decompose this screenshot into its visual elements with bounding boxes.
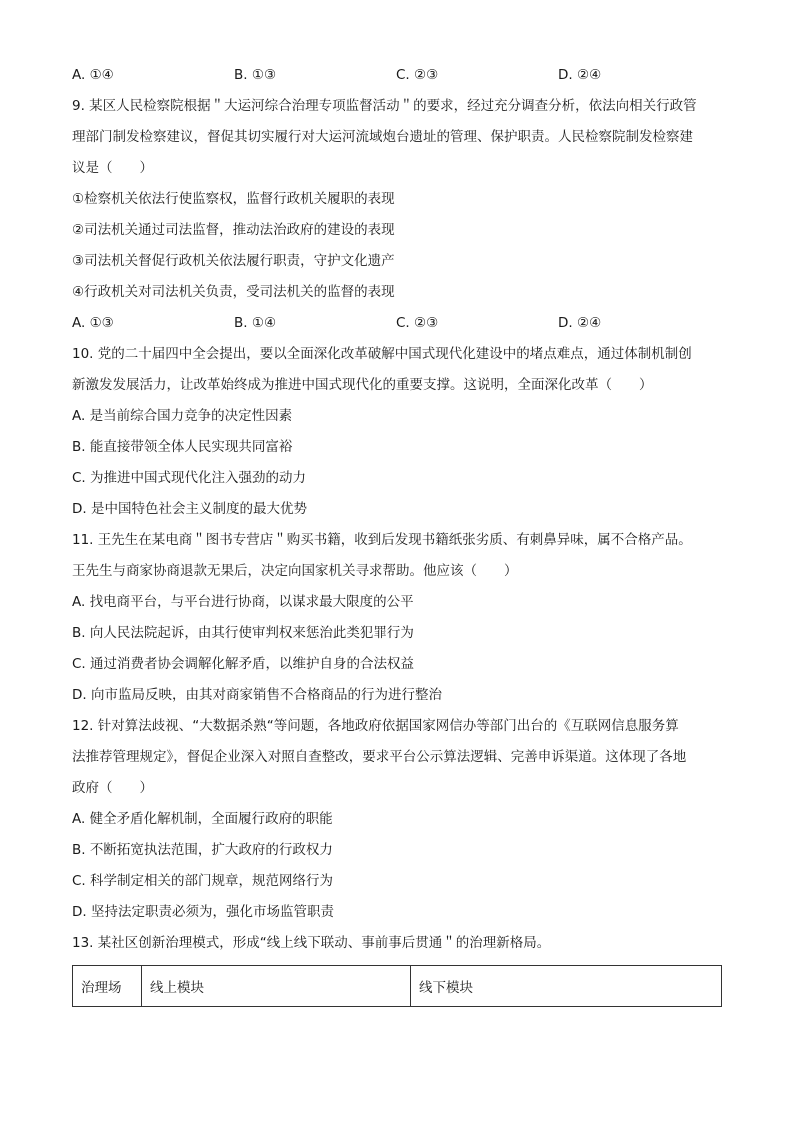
q13-header-online: 线上模块 <box>142 966 411 1007</box>
q10-option-c: C. 为推进中国式现代化注入强劲的动力 <box>72 470 307 486</box>
q12-stem-line1: 12. 针对算法歧视、“大数据杀熟“等问题，各地政府依据国家网信办等部门出台的《互联网信息服务算 <box>72 718 679 734</box>
q9-option-d: D. ②④ <box>558 315 602 331</box>
q12-option-a: A. 健全矛盾化解机制，全面履行政府的职能 <box>72 811 333 827</box>
q10-option-b: B. 能直接带领全体人民实现共同富裕 <box>72 439 293 455</box>
q12-option-d: D. 坚持法定职责必须为，强化市场监管职责 <box>72 904 334 920</box>
q9-option-b: B. ①④ <box>234 315 277 331</box>
q11-option-d: D. 向市监局反映，由其对商家销售不合格商品的行为进行整治 <box>72 687 442 703</box>
q8-options <box>72 62 722 93</box>
q13-header-offline: 线下模块 <box>411 966 722 1007</box>
q10-option-a: A. 是当前综合国力竞争的决定性因素 <box>72 408 293 424</box>
q9-stem-line3: 议是（ ） <box>72 160 153 176</box>
q8-option-c: C. ②③ <box>396 67 439 83</box>
q10-stem-line1: 10. 党的二十届四中全会提出，要以全面深化改革破解中国式现代化建设中的堵点难点，通过体制机制创 <box>72 346 692 362</box>
q9-option-a: A. ①③ <box>72 315 114 331</box>
q9-stem-line2: 理部门制发检察建议，督促其切实履行对大运河流域炮台遗址的管理、保护职责。人民检察院制发检察建 <box>72 129 693 145</box>
q8-option-b: B. ①③ <box>234 67 277 83</box>
q11-option-a: A. 找电商平台，与平台进行协商，以谋求最大限度的公平 <box>72 594 414 610</box>
q11-stem-line1: 11. 王先生在某电商＂图书专营店＂购买书籍，收到后发现书籍纸张劣质、有刺鼻异味，属不合格产品。 <box>72 532 692 548</box>
q9-statement-3: ③司法机关督促行政机关依法履行职责，守护文化遗产 <box>72 253 395 269</box>
q12-stem-line2: 法推荐管理规定》，督促企业深入对照自查整改，要求平台公示算法逻辑、完善申诉渠道。这体现了各地 <box>72 749 687 765</box>
q12-stem-line3: 政府（ ） <box>72 780 153 796</box>
q9-stem-line1: 9. 某区人民检察院根据＂大运河综合治理专项监督活动＂的要求，经过充分调查分析，依法向相关行政管 <box>72 98 697 114</box>
exam-page <box>72 62 722 961</box>
q13-stem: 13. 某社区创新治理模式，形成“线上线下联动、事前事后贯通＂的治理新格局。 <box>72 935 551 951</box>
q8-option-d: D. ②④ <box>558 67 602 83</box>
q10-stem-line2: 新激发发展活力，让改革始终成为推进中国式现代化的重要支撑。这说明，全面深化改革（ ） <box>72 377 653 393</box>
q9-statement-2: ②司法机关通过司法监督，推动法治政府的建设的表现 <box>72 222 395 238</box>
q11-option-c: C. 通过消费者协会调解化解矛盾，以维护自身的合法权益 <box>72 656 415 672</box>
q13-header-scene: 治理场 <box>73 966 142 1007</box>
q12-option-c: C. 科学制定相关的部门规章，规范网络行为 <box>72 873 334 889</box>
q11-stem-line2: 王先生与商家协商退款无果后，决定向国家机关寻求帮助。他应该（ ） <box>72 563 518 579</box>
q9-options <box>72 310 722 341</box>
q11-option-b: B. 向人民法院起诉，由其行使审判权来惩治此类犯罪行为 <box>72 625 414 641</box>
q8-option-a: A. ①④ <box>72 67 114 83</box>
q12-option-b: B. 不断拓宽执法范围，扩大政府的行政权力 <box>72 842 333 858</box>
q9-statement-4: ④行政机关对司法机关负责，受司法机关的监督的表现 <box>72 284 395 300</box>
q10-option-d: D. 是中国特色社会主义制度的最大优势 <box>72 501 307 517</box>
q9-statement-1: ①检察机关依法行使监察权，监督行政机关履职的表现 <box>72 191 395 207</box>
q13-table-header-row <box>73 966 722 1007</box>
q13-table <box>72 965 722 1007</box>
q9-option-c: C. ②③ <box>396 315 439 331</box>
